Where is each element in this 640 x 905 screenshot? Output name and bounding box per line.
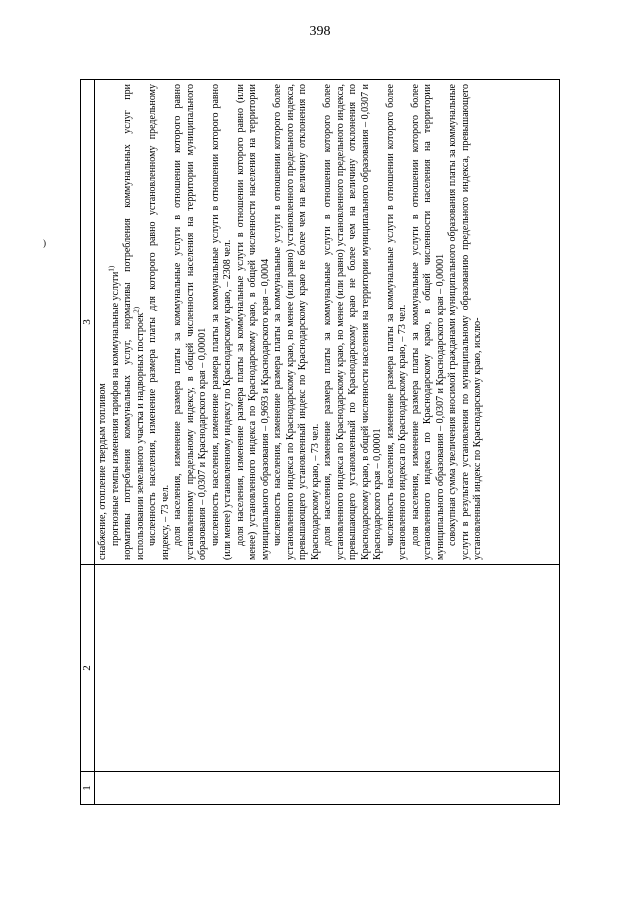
table-body-row — [95, 80, 560, 805]
content-text-block — [95, 80, 485, 564]
body-cell-2 — [95, 565, 560, 772]
page-number: 398 — [309, 24, 331, 39]
paragraph-text: доля населения, изменение размера платы за коммунальные услуги в отношении которого более установленного индекса по Краснодарскому краю, в общей численности населения на территории муниципального образования – 0,0307 и Краснодарского края – 0,00001 — [409, 84, 446, 560]
paragraph-text: доля населения, изменение размера платы за коммунальные услуги в отношении которого более установленного индекса по Краснодарскому краю, но менее (или равно) установленного предельного индекса, превышающего установленный по Краснодарскому краю не более чем на величину отклонения по Краснодарскому краю, в общей численности населения на территории муниципального образования – 0,0307 и Краснодарского края – 0,00001 — [322, 84, 383, 560]
body-cell-3 — [95, 80, 560, 565]
paragraph-text: численность населения, изменение размера платы за коммунальные услуги в отношении которого более установленного индекса по Краснодарскому краю, но менее (или равно) установленного предельного индекса, превышающего установленный индекс по Краснодарскому краю не более чем на величину отклонения по Краснодарскому краю, – 73 чел. — [272, 84, 321, 560]
paragraph-text: численность населения, изменение размера платы за коммунальные услуги в отношении которого равно (или менее) установленному индексу по Краснодарскому краю, – 2308 чел. — [209, 84, 233, 560]
paragraph-text: доля населения, изменение размера платы за коммунальные услуги в отношении которого равно (или менее) установленного индекса по Краснодарскому краю, в общей численности населения на территории муниципального образования – 0,9693 и Краснодарского края – 0,0004 — [234, 84, 271, 560]
paragraph — [272, 84, 322, 560]
paragraph-text: численность населения, изменение размера платы за коммунальные услуги в отношении которого более установленного индекса по Краснодарскому краю, – 73 чел. — [384, 84, 408, 560]
footnote-superscript: 1) — [107, 265, 116, 272]
paragraph-text: численность населения, изменение размера платы для которого равно установленному предельному индексу, – 73 чел. — [147, 84, 171, 560]
header-cell-2: 2 — [81, 565, 95, 772]
paragraph — [235, 84, 273, 560]
table-header-row — [81, 80, 95, 805]
document-table — [80, 79, 560, 805]
footnote-mark: ) — [43, 238, 46, 248]
paragraph — [107, 84, 123, 560]
paragraph — [172, 84, 210, 560]
header-cell-3: 3 — [81, 80, 95, 565]
paragraph-text: нормативы потребления коммунальных услуг, нормативы потребления коммунальных услуг при использовании земельного участка и надворных построек — [122, 84, 146, 560]
paragraph — [122, 84, 147, 560]
paragraph — [210, 84, 235, 560]
header-cell-1: 1 — [81, 772, 95, 805]
paragraph-text: снабжение, отопление твердым топливом — [97, 383, 108, 560]
footnote-superscript: 2) — [132, 306, 141, 313]
paragraph — [410, 84, 448, 560]
paragraph-text: прогнозные темпы изменения тарифов на коммунальные услуги — [109, 271, 121, 546]
paragraph — [385, 84, 410, 560]
rotated-table-container — [80, 80, 560, 805]
paragraph — [322, 84, 385, 560]
paragraph-text: совокупная сумма увеличения вносимой гражданами муниципального образования платы за коммунальные услуги в результате установления по муниципальному образованию предельного индекса, превышающего установленный индекс по Краснодарскому краю, исклю- — [447, 84, 483, 560]
paragraph — [447, 84, 485, 560]
paragraph — [147, 84, 172, 560]
body-cell-1 — [95, 772, 560, 805]
paragraph-text: доля населения, изменение размера платы за коммунальные услуги в отношении которого равно установленному предельному индексу, в общей численности населения на территории муниципального образования – 0,0307 и Краснодарского края – 0,00001 — [172, 84, 208, 560]
paragraph — [97, 84, 110, 560]
